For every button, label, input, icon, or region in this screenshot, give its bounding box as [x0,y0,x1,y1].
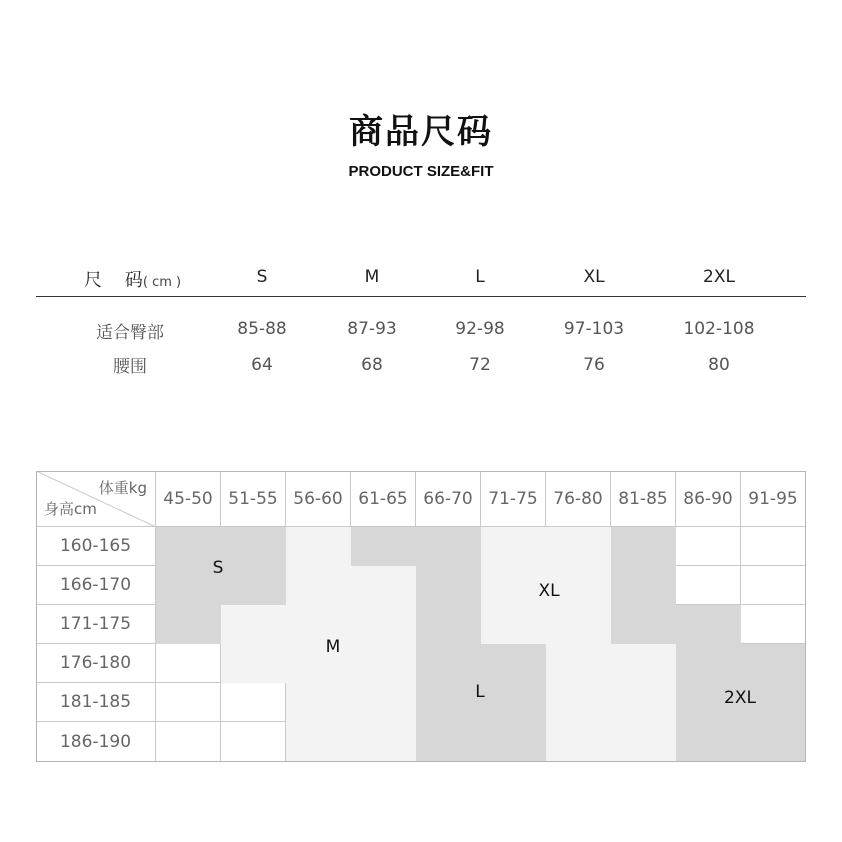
empty-cell [221,722,286,762]
empty-cell [741,605,806,644]
size-label-m: M [325,637,341,657]
size-label-2xl: 2XL [724,688,756,708]
band-2xl [611,527,676,644]
hip-value-m: 87-93 [347,319,397,339]
size-label-xl: XL [538,581,560,601]
page-subtitle: PRODUCT SIZE&FIT [348,163,494,180]
weight-header: 61-65 [351,471,416,527]
height-header: 171-175 [36,605,156,644]
size-header-label [84,266,181,292]
size-header-xl: XL [583,267,605,287]
empty-cell [741,566,806,605]
hip-value-2xl: 102-108 [683,319,755,339]
size-header-l: L [475,267,485,287]
empty-cell [741,527,806,566]
waist-value-xl: 76 [583,355,605,375]
size-header-m: M [364,267,380,287]
band-2xl [676,605,741,644]
weight-axis-label: 体重kg [98,479,147,497]
weight-header: 51-55 [221,471,286,527]
band-s [156,605,221,644]
row-label-hip: 适合臀部 [96,323,164,343]
empty-cell [156,722,221,762]
hip-value-l: 92-98 [455,319,505,339]
height-header: 186-190 [36,722,156,762]
size-header-text: 尺 码 [84,270,143,291]
band-m [221,644,286,683]
empty-cell [156,644,221,683]
page-title: 商品尺码 [349,112,493,152]
height-header: 160-165 [36,527,156,566]
row-label-waist: 腰围 [113,357,147,377]
weight-header: 66-70 [416,471,481,527]
band-m [221,605,286,644]
waist-value-s: 64 [251,355,273,375]
hip-value-s: 85-88 [237,319,287,339]
band-xl [546,644,676,761]
corner-cell [36,471,156,527]
weight-header: 71-75 [481,471,546,527]
header-divider [36,296,806,297]
weight-header: 56-60 [286,471,351,527]
waist-value-l: 72 [469,355,491,375]
hip-value-xl: 97-103 [563,319,625,339]
band-m [351,566,416,761]
size-label-s: S [212,558,224,578]
size-label-l: L [475,682,485,702]
band-m [286,527,351,761]
size-header-s: S [256,267,268,287]
band-l [351,527,481,566]
waist-value-m: 68 [361,355,383,375]
weight-header: 45-50 [156,471,221,527]
empty-cell [676,527,741,566]
size-header-unit: ( cm ) [142,275,182,290]
height-header: 181-185 [36,683,156,722]
band-l [416,566,481,761]
fit-grid [36,471,806,762]
empty-cell [156,683,221,722]
weight-header: 91-95 [741,471,806,527]
empty-cell [676,566,741,605]
height-axis-label: 身高cm [44,500,97,518]
band-l [481,644,546,761]
weight-header: 76-80 [546,471,611,527]
height-header: 166-170 [36,566,156,605]
weight-header: 81-85 [611,471,676,527]
empty-cell [221,683,286,722]
waist-value-2xl: 80 [708,355,730,375]
weight-header: 86-90 [676,471,741,527]
height-header: 176-180 [36,644,156,683]
size-header-2xl: 2XL [703,267,735,287]
